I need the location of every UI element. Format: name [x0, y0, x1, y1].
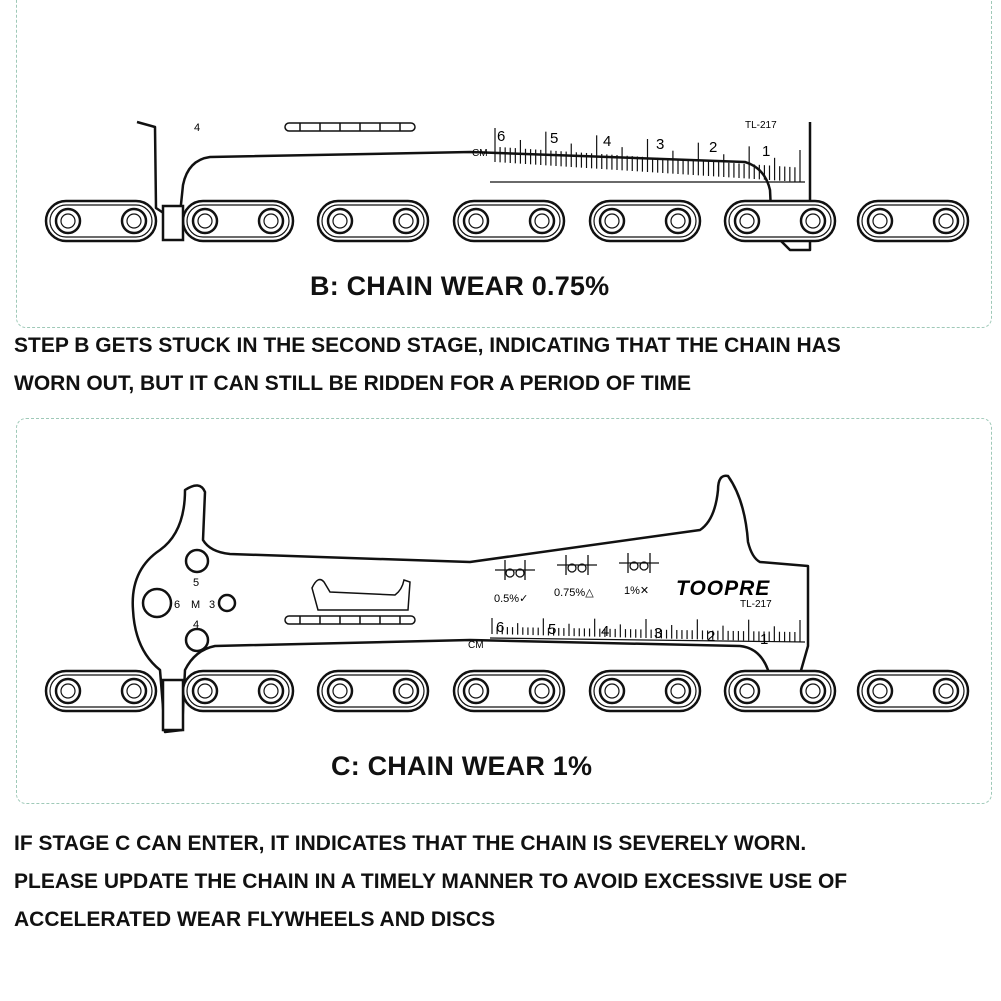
caption-chain-wear-b: B: CHAIN WEAR 0.75%: [310, 271, 610, 301]
chain-link: [454, 671, 564, 711]
ruler-unit: CM: [468, 640, 484, 651]
hole-label-5: 5: [193, 577, 200, 589]
ruler-unit: CM: [472, 148, 488, 159]
wear-mark-1: 1%✕: [624, 585, 650, 597]
bicycle-chain-b: [46, 201, 968, 241]
ruler-number: 1: [760, 631, 769, 648]
tool-hook-c: [163, 680, 183, 730]
chain-link: [858, 671, 968, 711]
hole-4: [186, 629, 208, 651]
ruler-number: 4: [601, 623, 610, 640]
chain-link: [318, 201, 428, 241]
caption-chain-wear-c: C: CHAIN WEAR 1%: [331, 751, 593, 781]
wear-mark-icons: [495, 553, 659, 580]
ruler-number: 6: [496, 619, 505, 636]
ruler-number: 6: [497, 128, 506, 145]
hole-label-6: 6: [174, 599, 181, 611]
chain-link: [46, 671, 156, 711]
ruler-number: 3: [656, 136, 665, 153]
chain-link: [183, 201, 293, 241]
tool-glyph: [312, 580, 410, 610]
hole-label-m: M: [191, 599, 201, 611]
note-line: STEP B GETS STUCK IN THE SECOND STAGE, INDICATING THAT THE CHAIN HAS: [14, 334, 841, 357]
ruler-number: 1: [762, 143, 771, 160]
hole-5: [186, 550, 208, 572]
chain-link: [454, 201, 564, 241]
hole-label-4: 4: [194, 122, 201, 134]
brand-logo: TOOPRE: [676, 577, 771, 600]
ruler-number: 5: [548, 621, 557, 638]
hole-3: [219, 595, 235, 611]
note-paragraph-c: [14, 825, 847, 939]
chain-link: [725, 671, 835, 711]
chain-link: [590, 671, 700, 711]
chain-checker-illustration-c: [0, 470, 1001, 750]
chain-link: [183, 671, 293, 711]
chain-glyph-c: [285, 616, 415, 624]
chain-link: [318, 671, 428, 711]
note-line: WORN OUT, BUT IT CAN STILL BE RIDDEN FOR A PERIOD OF TIME: [14, 372, 692, 395]
note-line: IF STAGE C CAN ENTER, IT INDICATES THAT THE CHAIN IS SEVERELY WORN.: [14, 832, 807, 855]
ruler-number: 3: [654, 625, 663, 642]
chain-checker-illustration-b: [0, 0, 1001, 270]
note-line: PLEASE UPDATE THE CHAIN IN A TIMELY MANNER TO AVOID EXCESSIVE USE OF: [14, 870, 848, 893]
note-paragraph-b: [14, 327, 841, 403]
ruler-number: 5: [550, 130, 559, 147]
hole-label-4: 4: [193, 619, 200, 631]
wear-mark-0.75: 0.75%△: [554, 587, 594, 599]
hole-6: [143, 589, 171, 617]
model-label: TL-217: [740, 599, 772, 610]
ruler-number: 4: [603, 133, 612, 150]
chain-link: [725, 201, 835, 241]
note-line: ACCELERATED WEAR FLYWHEELS AND DISCS: [14, 908, 496, 931]
chain-link: [46, 201, 156, 241]
ruler-number: 2: [709, 139, 718, 156]
chain-glyph-b: [285, 123, 415, 131]
ruler-ticks-b: [495, 128, 800, 182]
wear-mark-0.5: 0.5%✓: [494, 593, 529, 605]
ruler-number: 2: [707, 628, 716, 645]
tool-hook-b: [163, 206, 183, 240]
model-label: TL-217: [745, 120, 777, 131]
chain-link: [858, 201, 968, 241]
hole-label-3: 3: [209, 599, 216, 611]
chain-link: [590, 201, 700, 241]
